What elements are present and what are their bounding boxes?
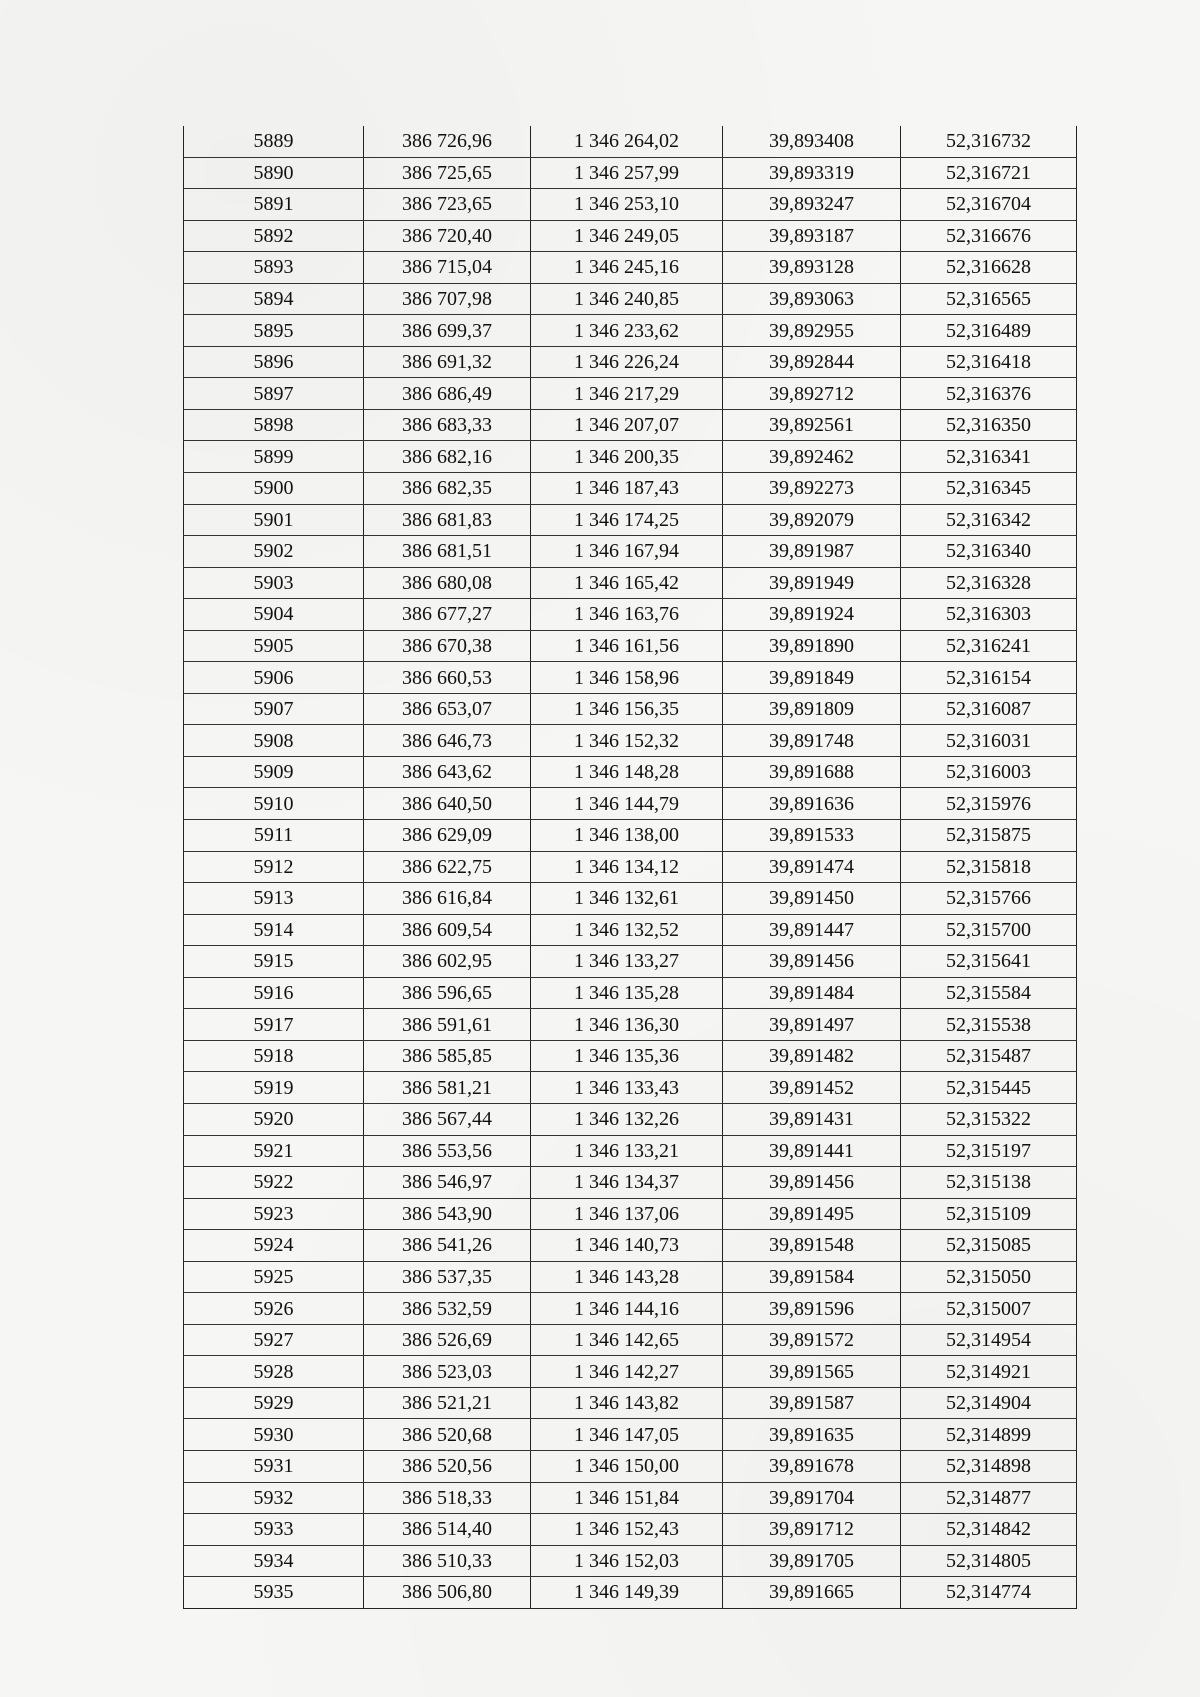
y-coordinate-cell: 1 346 240,85 [531,283,723,315]
longitude-cell: 52,315138 [901,1167,1077,1199]
y-coordinate-cell: 1 346 249,05 [531,220,723,252]
y-coordinate-cell: 1 346 264,02 [531,126,723,157]
y-coordinate-cell: 1 346 200,35 [531,441,723,473]
latitude-cell: 39,892712 [723,378,901,410]
latitude-cell: 39,892462 [723,441,901,473]
y-coordinate-cell: 1 346 144,16 [531,1293,723,1325]
table-row [184,126,1077,157]
latitude-cell: 39,891665 [723,1577,901,1609]
table-row [184,1103,1077,1135]
longitude-cell: 52,316154 [901,662,1077,694]
x-coordinate-cell: 386 510,33 [364,1545,531,1577]
latitude-cell: 39,893063 [723,283,901,315]
x-coordinate-cell: 386 653,07 [364,693,531,725]
longitude-cell: 52,315700 [901,914,1077,946]
point-number-cell: 5919 [184,1072,364,1104]
latitude-cell: 39,891572 [723,1324,901,1356]
table-row [184,441,1077,473]
latitude-cell: 39,891688 [723,756,901,788]
point-number-cell: 5903 [184,567,364,599]
x-coordinate-cell: 386 543,90 [364,1198,531,1230]
x-coordinate-cell: 386 520,68 [364,1419,531,1451]
longitude-cell: 52,315976 [901,788,1077,820]
x-coordinate-cell: 386 682,35 [364,473,531,505]
latitude-cell: 39,891565 [723,1356,901,1388]
x-coordinate-cell: 386 532,59 [364,1293,531,1325]
longitude-cell: 52,315050 [901,1261,1077,1293]
longitude-cell: 52,314921 [901,1356,1077,1388]
x-coordinate-cell: 386 681,51 [364,536,531,568]
table-row [184,1545,1077,1577]
y-coordinate-cell: 1 346 226,24 [531,346,723,378]
longitude-cell: 52,316489 [901,315,1077,347]
y-coordinate-cell: 1 346 147,05 [531,1419,723,1451]
point-number-cell: 5928 [184,1356,364,1388]
latitude-cell: 39,891949 [723,567,901,599]
longitude-cell: 52,316721 [901,157,1077,189]
x-coordinate-cell: 386 609,54 [364,914,531,946]
point-number-cell: 5892 [184,220,364,252]
table-row [184,1419,1077,1451]
table-row [184,1356,1077,1388]
x-coordinate-cell: 386 681,83 [364,504,531,536]
longitude-cell: 52,314842 [901,1514,1077,1546]
point-number-cell: 5924 [184,1230,364,1262]
y-coordinate-cell: 1 346 148,28 [531,756,723,788]
point-number-cell: 5898 [184,409,364,441]
point-number-cell: 5906 [184,662,364,694]
x-coordinate-cell: 386 682,16 [364,441,531,473]
x-coordinate-cell: 386 602,95 [364,946,531,978]
y-coordinate-cell: 1 346 150,00 [531,1450,723,1482]
longitude-cell: 52,316003 [901,756,1077,788]
y-coordinate-cell: 1 346 151,84 [531,1482,723,1514]
longitude-cell: 52,316628 [901,252,1077,284]
table-row [184,504,1077,536]
longitude-cell: 52,316732 [901,126,1077,157]
point-number-cell: 5889 [184,126,364,157]
longitude-cell: 52,316350 [901,409,1077,441]
point-number-cell: 5935 [184,1577,364,1609]
point-number-cell: 5909 [184,756,364,788]
point-number-cell: 5904 [184,599,364,631]
table-row [184,567,1077,599]
coordinates-table-body [184,126,1077,1608]
table-row [184,1577,1077,1609]
table-row [184,189,1077,221]
y-coordinate-cell: 1 346 132,52 [531,914,723,946]
table-row [184,1387,1077,1419]
table-row [184,346,1077,378]
longitude-cell: 52,314904 [901,1387,1077,1419]
y-coordinate-cell: 1 346 257,99 [531,157,723,189]
point-number-cell: 5917 [184,1009,364,1041]
point-number-cell: 5896 [184,346,364,378]
longitude-cell: 52,316031 [901,725,1077,757]
latitude-cell: 39,891596 [723,1293,901,1325]
longitude-cell: 52,316376 [901,378,1077,410]
y-coordinate-cell: 1 346 133,21 [531,1135,723,1167]
y-coordinate-cell: 1 346 138,00 [531,820,723,852]
y-coordinate-cell: 1 346 135,28 [531,977,723,1009]
latitude-cell: 39,891497 [723,1009,901,1041]
x-coordinate-cell: 386 707,98 [364,283,531,315]
longitude-cell: 52,316241 [901,630,1077,662]
latitude-cell: 39,891495 [723,1198,901,1230]
latitude-cell: 39,892955 [723,315,901,347]
point-number-cell: 5900 [184,473,364,505]
latitude-cell: 39,891849 [723,662,901,694]
point-number-cell: 5901 [184,504,364,536]
point-number-cell: 5912 [184,851,364,883]
x-coordinate-cell: 386 616,84 [364,883,531,915]
latitude-cell: 39,891584 [723,1261,901,1293]
latitude-cell: 39,891587 [723,1387,901,1419]
point-number-cell: 5932 [184,1482,364,1514]
x-coordinate-cell: 386 646,73 [364,725,531,757]
point-number-cell: 5891 [184,189,364,221]
longitude-cell: 52,315197 [901,1135,1077,1167]
latitude-cell: 39,891447 [723,914,901,946]
point-number-cell: 5890 [184,157,364,189]
y-coordinate-cell: 1 346 140,73 [531,1230,723,1262]
latitude-cell: 39,891474 [723,851,901,883]
x-coordinate-cell: 386 541,26 [364,1230,531,1262]
x-coordinate-cell: 386 726,96 [364,126,531,157]
y-coordinate-cell: 1 346 158,96 [531,662,723,694]
latitude-cell: 39,891452 [723,1072,901,1104]
longitude-cell: 52,316341 [901,441,1077,473]
x-coordinate-cell: 386 725,65 [364,157,531,189]
y-coordinate-cell: 1 346 149,39 [531,1577,723,1609]
point-number-cell: 5926 [184,1293,364,1325]
table-row [184,378,1077,410]
y-coordinate-cell: 1 346 134,37 [531,1167,723,1199]
y-coordinate-cell: 1 346 217,29 [531,378,723,410]
table-row [184,1514,1077,1546]
point-number-cell: 5922 [184,1167,364,1199]
table-row [184,220,1077,252]
latitude-cell: 39,891482 [723,1040,901,1072]
y-coordinate-cell: 1 346 133,27 [531,946,723,978]
longitude-cell: 52,314954 [901,1324,1077,1356]
longitude-cell: 52,315641 [901,946,1077,978]
latitude-cell: 39,891484 [723,977,901,1009]
latitude-cell: 39,891636 [723,788,901,820]
latitude-cell: 39,891712 [723,1514,901,1546]
y-coordinate-cell: 1 346 233,62 [531,315,723,347]
y-coordinate-cell: 1 346 152,32 [531,725,723,757]
x-coordinate-cell: 386 691,32 [364,346,531,378]
point-number-cell: 5918 [184,1040,364,1072]
table-row [184,1230,1077,1262]
table-row [184,820,1077,852]
latitude-cell: 39,891456 [723,946,901,978]
coordinates-table [183,126,1077,1609]
x-coordinate-cell: 386 514,40 [364,1514,531,1546]
point-number-cell: 5910 [184,788,364,820]
point-number-cell: 5921 [184,1135,364,1167]
y-coordinate-cell: 1 346 142,65 [531,1324,723,1356]
longitude-cell: 52,316676 [901,220,1077,252]
y-coordinate-cell: 1 346 132,61 [531,883,723,915]
latitude-cell: 39,891450 [723,883,901,915]
longitude-cell: 52,314899 [901,1419,1077,1451]
longitude-cell: 52,316340 [901,536,1077,568]
point-number-cell: 5908 [184,725,364,757]
point-number-cell: 5930 [184,1419,364,1451]
y-coordinate-cell: 1 346 143,28 [531,1261,723,1293]
table-row [184,662,1077,694]
table-row [184,1261,1077,1293]
latitude-cell: 39,892844 [723,346,901,378]
y-coordinate-cell: 1 346 174,25 [531,504,723,536]
x-coordinate-cell: 386 581,21 [364,1072,531,1104]
longitude-cell: 52,315487 [901,1040,1077,1072]
x-coordinate-cell: 386 553,56 [364,1135,531,1167]
longitude-cell: 52,316704 [901,189,1077,221]
x-coordinate-cell: 386 683,33 [364,409,531,441]
point-number-cell: 5915 [184,946,364,978]
table-row [184,1009,1077,1041]
x-coordinate-cell: 386 521,21 [364,1387,531,1419]
x-coordinate-cell: 386 526,69 [364,1324,531,1356]
x-coordinate-cell: 386 715,04 [364,252,531,284]
x-coordinate-cell: 386 622,75 [364,851,531,883]
table-row [184,252,1077,284]
longitude-cell: 52,315584 [901,977,1077,1009]
x-coordinate-cell: 386 596,65 [364,977,531,1009]
point-number-cell: 5925 [184,1261,364,1293]
x-coordinate-cell: 386 640,50 [364,788,531,820]
table-row [184,1324,1077,1356]
y-coordinate-cell: 1 346 165,42 [531,567,723,599]
table-row [184,599,1077,631]
point-number-cell: 5934 [184,1545,364,1577]
latitude-cell: 39,891748 [723,725,901,757]
x-coordinate-cell: 386 720,40 [364,220,531,252]
longitude-cell: 52,316345 [901,473,1077,505]
latitude-cell: 39,891441 [723,1135,901,1167]
y-coordinate-cell: 1 346 142,27 [531,1356,723,1388]
longitude-cell: 52,315445 [901,1072,1077,1104]
table-row [184,1040,1077,1072]
latitude-cell: 39,891924 [723,599,901,631]
table-row [184,1167,1077,1199]
y-coordinate-cell: 1 346 133,43 [531,1072,723,1104]
latitude-cell: 39,892079 [723,504,901,536]
point-number-cell: 5923 [184,1198,364,1230]
point-number-cell: 5920 [184,1103,364,1135]
y-coordinate-cell: 1 346 156,35 [531,693,723,725]
y-coordinate-cell: 1 346 137,06 [531,1198,723,1230]
longitude-cell: 52,316342 [901,504,1077,536]
x-coordinate-cell: 386 686,49 [364,378,531,410]
latitude-cell: 39,893128 [723,252,901,284]
point-number-cell: 5907 [184,693,364,725]
point-number-cell: 5931 [184,1450,364,1482]
latitude-cell: 39,891431 [723,1103,901,1135]
point-number-cell: 5933 [184,1514,364,1546]
y-coordinate-cell: 1 346 136,30 [531,1009,723,1041]
latitude-cell: 39,891533 [723,820,901,852]
x-coordinate-cell: 386 546,97 [364,1167,531,1199]
latitude-cell: 39,893247 [723,189,901,221]
point-number-cell: 5894 [184,283,364,315]
y-coordinate-cell: 1 346 253,10 [531,189,723,221]
y-coordinate-cell: 1 346 161,56 [531,630,723,662]
table-row [184,473,1077,505]
latitude-cell: 39,891890 [723,630,901,662]
x-coordinate-cell: 386 537,35 [364,1261,531,1293]
y-coordinate-cell: 1 346 187,43 [531,473,723,505]
latitude-cell: 39,893187 [723,220,901,252]
longitude-cell: 52,315007 [901,1293,1077,1325]
longitude-cell: 52,316087 [901,693,1077,725]
y-coordinate-cell: 1 346 167,94 [531,536,723,568]
longitude-cell: 52,315085 [901,1230,1077,1262]
latitude-cell: 39,891548 [723,1230,901,1262]
latitude-cell: 39,892273 [723,473,901,505]
latitude-cell: 39,893319 [723,157,901,189]
table-row [184,725,1077,757]
y-coordinate-cell: 1 346 144,79 [531,788,723,820]
longitude-cell: 52,315109 [901,1198,1077,1230]
longitude-cell: 52,315322 [901,1103,1077,1135]
table-row [184,756,1077,788]
y-coordinate-cell: 1 346 207,07 [531,409,723,441]
latitude-cell: 39,891704 [723,1482,901,1514]
table-row [184,283,1077,315]
point-number-cell: 5905 [184,630,364,662]
table-row [184,157,1077,189]
x-coordinate-cell: 386 699,37 [364,315,531,347]
longitude-cell: 52,315818 [901,851,1077,883]
table-row [184,883,1077,915]
x-coordinate-cell: 386 660,53 [364,662,531,694]
table-row [184,1135,1077,1167]
longitude-cell: 52,316303 [901,599,1077,631]
longitude-cell: 52,314774 [901,1577,1077,1609]
point-number-cell: 5914 [184,914,364,946]
table-row [184,1450,1077,1482]
table-row [184,409,1077,441]
latitude-cell: 39,891635 [723,1419,901,1451]
longitude-cell: 52,314898 [901,1450,1077,1482]
latitude-cell: 39,891809 [723,693,901,725]
table-row [184,914,1077,946]
point-number-cell: 5929 [184,1387,364,1419]
point-number-cell: 5899 [184,441,364,473]
x-coordinate-cell: 386 518,33 [364,1482,531,1514]
table-row [184,630,1077,662]
latitude-cell: 39,892561 [723,409,901,441]
latitude-cell: 39,891678 [723,1450,901,1482]
longitude-cell: 52,314877 [901,1482,1077,1514]
x-coordinate-cell: 386 591,61 [364,1009,531,1041]
x-coordinate-cell: 386 506,80 [364,1577,531,1609]
y-coordinate-cell: 1 346 152,03 [531,1545,723,1577]
y-coordinate-cell: 1 346 135,36 [531,1040,723,1072]
y-coordinate-cell: 1 346 152,43 [531,1514,723,1546]
table-row [184,536,1077,568]
x-coordinate-cell: 386 670,38 [364,630,531,662]
point-number-cell: 5902 [184,536,364,568]
table-row [184,946,1077,978]
latitude-cell: 39,893408 [723,126,901,157]
longitude-cell: 52,314805 [901,1545,1077,1577]
table-row [184,851,1077,883]
point-number-cell: 5897 [184,378,364,410]
point-number-cell: 5927 [184,1324,364,1356]
table-row [184,1293,1077,1325]
point-number-cell: 5913 [184,883,364,915]
x-coordinate-cell: 386 567,44 [364,1103,531,1135]
table-row [184,1072,1077,1104]
x-coordinate-cell: 386 723,65 [364,189,531,221]
longitude-cell: 52,316328 [901,567,1077,599]
table-row [184,977,1077,1009]
x-coordinate-cell: 386 680,08 [364,567,531,599]
x-coordinate-cell: 386 520,56 [364,1450,531,1482]
table-row [184,315,1077,347]
x-coordinate-cell: 386 585,85 [364,1040,531,1072]
longitude-cell: 52,316565 [901,283,1077,315]
table-row [184,1198,1077,1230]
y-coordinate-cell: 1 346 143,82 [531,1387,723,1419]
point-number-cell: 5895 [184,315,364,347]
longitude-cell: 52,315875 [901,820,1077,852]
latitude-cell: 39,891987 [723,536,901,568]
table-row [184,693,1077,725]
longitude-cell: 52,316418 [901,346,1077,378]
x-coordinate-cell: 386 629,09 [364,820,531,852]
x-coordinate-cell: 386 643,62 [364,756,531,788]
point-number-cell: 5893 [184,252,364,284]
x-coordinate-cell: 386 523,03 [364,1356,531,1388]
point-number-cell: 5911 [184,820,364,852]
longitude-cell: 52,315766 [901,883,1077,915]
latitude-cell: 39,891456 [723,1167,901,1199]
table-row [184,1482,1077,1514]
table-row [184,788,1077,820]
latitude-cell: 39,891705 [723,1545,901,1577]
y-coordinate-cell: 1 346 163,76 [531,599,723,631]
y-coordinate-cell: 1 346 134,12 [531,851,723,883]
y-coordinate-cell: 1 346 245,16 [531,252,723,284]
longitude-cell: 52,315538 [901,1009,1077,1041]
point-number-cell: 5916 [184,977,364,1009]
y-coordinate-cell: 1 346 132,26 [531,1103,723,1135]
x-coordinate-cell: 386 677,27 [364,599,531,631]
